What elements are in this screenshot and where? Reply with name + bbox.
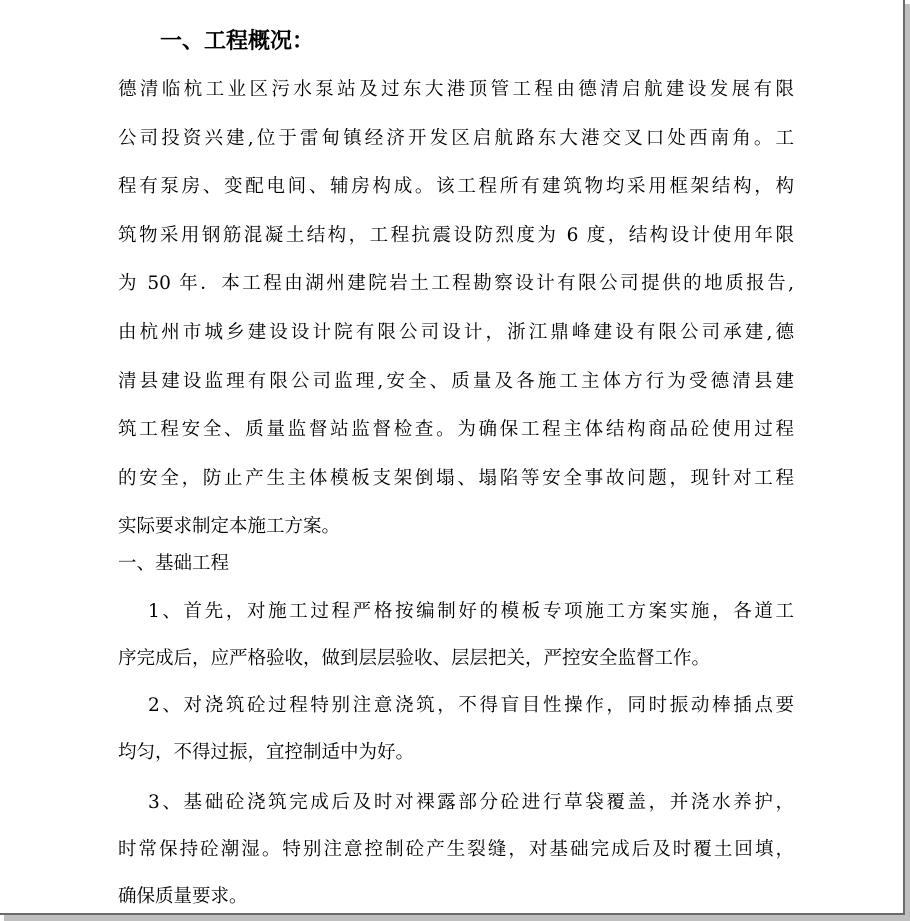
item-line: 均匀，不得过振，宜控制适中为好。 [118,742,415,763]
page-shadow [4,915,910,921]
overview-line: 德清临杭工业区污水泵站及过东大港顶管工程由德清启航建设发展有限 [118,79,794,100]
item-line: 3、基础砼浇筑完成后及时对裸露部分砼进行草袋覆盖，并浇水养护， [148,792,794,813]
item-line: 序完成后，应严格验收，做到层层验收、层层把关，严控安全监督工作。 [118,648,711,669]
overview-paragraph [118,66,794,552]
overview-line: 公司投资兴建,位于雷甸镇经济开发区启航路东大港交叉口处西南角。工 [118,127,794,149]
overview-line: 实际要求制定本施工方案。 [118,516,341,538]
page-shadow [905,4,910,921]
section-heading: 一、基础工程 [118,553,230,574]
overview-line: 的安全，防止产生主体模板支架倒塌、塌陷等安全事故问题，现针对工程 [118,467,794,489]
overview-line: 筑工程安全、质量监督站监督检查。为确保工程主体结构商品砼使用过程 [118,419,794,441]
overview-line: 清县建设监理有限公司监理,安全、质量及各施工主体方行为受德清县建 [118,370,794,392]
item-line: 确保质量要求。 [118,886,248,907]
list-item [118,682,794,776]
overview-line: 为 50 年．本工程由湖州建院岩土工程勘察设计有限公司提供的地质报告, [118,273,794,295]
overview-line: 筑物采用钢筋混凝土结构，工程抗震设防烈度为 6 度，结构设计使用年限 [118,224,794,246]
document-heading: 一、工程概况： [160,29,315,54]
item-line: 1、首先，对施工过程严格按编制好的模板专项施工方案实施，各道工 [148,601,794,622]
item-line: 时常保持砼潮湿。特别注意控制砼产生裂缝，对基础完成后及时覆土回填， [118,839,794,860]
overview-line: 程有泵房、变配电间、辅房构成。该工程所有建筑物均采用框架结构，构 [118,176,794,198]
list-item [118,588,794,682]
list-item [118,779,794,915]
item-line: 2、对浇筑砼过程特别注意浇筑，不得盲目性操作，同时振动棒插点要 [148,695,794,716]
overview-line: 由杭州市城乡建设设计院有限公司设计，浙江鼎峰建设有限公司承建,德 [118,321,794,343]
